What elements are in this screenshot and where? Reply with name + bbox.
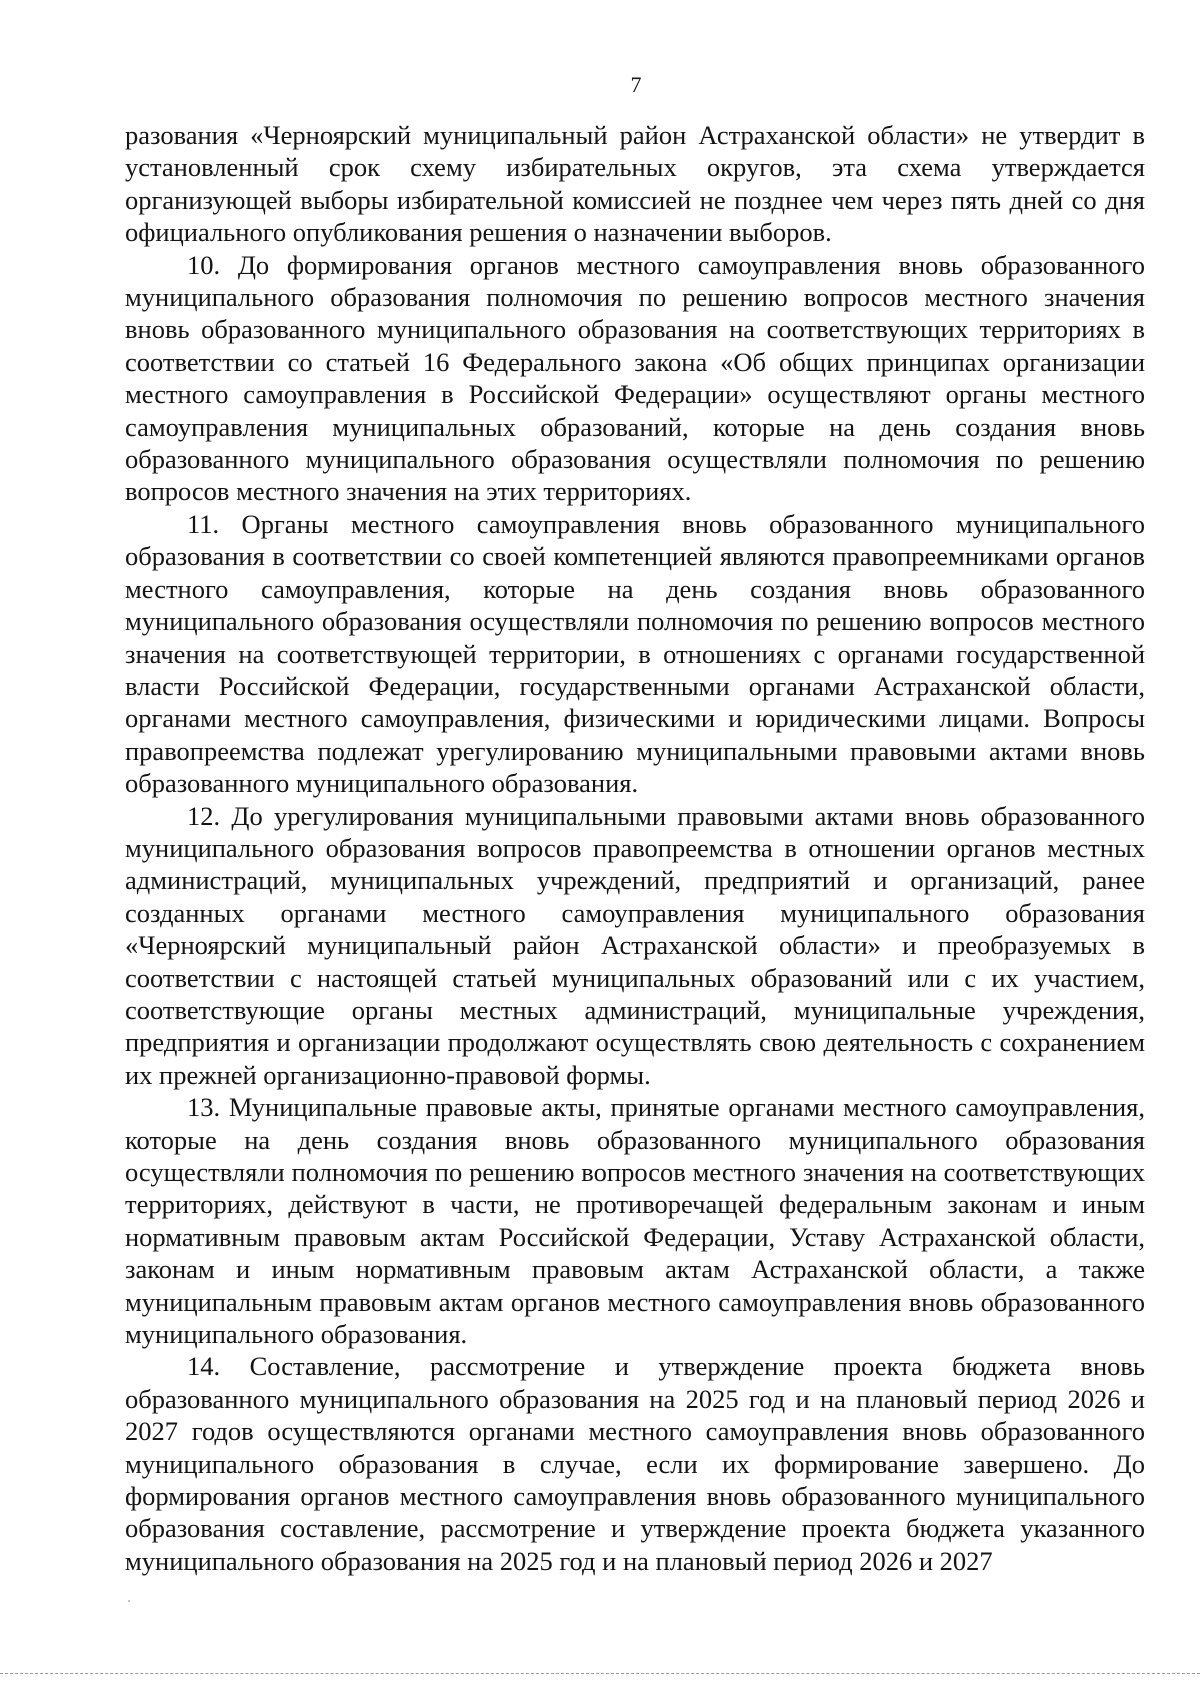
paragraph-continuation: разования «Черноярский муниципальный район Астраханской области» не утвердит в установленный срок схему избирательных округов, эта схема утверждается организующей выборы избирательной комиссией не позднее чем через пять дней со дня официального опубликования решения о назначении выборов. [125,120,1145,248]
paragraph-13: 13. Муниципальные правовые акты, принятые органами местного самоуправления, которые на день создания вновь образованного муниципального образования осуществляли полномочия по решению вопросов местного значения на соответствующих территориях, действуют в части, не противоречащей федеральным законам и иным нормативным правовым актам Российской Федерации, Уставу Астраханской области, законам и иным нормативным правовым актам Астраханской области, а также муниципальным правовым актам органов местного самоуправления вновь образованного муниципального образования. [125,1092,1145,1350]
page-number: 7 [630,72,642,97]
scan-speck [128,1600,130,1602]
document-body [125,119,1145,1577]
paragraph-14: 14. Составление, рассмотрение и утверждение проекта бюджета вновь образованного муниципального образования на 2025 год и на плановый период 2026 и 2027 годов осуществляются органами местного самоуправления вновь образованного муниципального образования в случае, если их формирование завершено. До формирования органов местного самоуправления вновь образованного муниципального образования составление, рассмотрение и утверждение проекта бюджета указанного муниципального образования на 2025 год и на плановый период 2026 и 2027 [125,1351,1145,1576]
paragraph-12: 12. До урегулирования муниципальными правовыми актами вновь образованного муниципального образования вопросов правопреемства в отношении органов местных администраций, муниципальных учреждений, предприятий и организаций, ранее созданных органами местного самоуправления муниципального образования «Черноярский муниципальный район Астраханской области» и преобразуемых в соответствии с настоящей статьей муниципальных образований или с их участием, соответствующие органы местных администраций, муниципальные учреждения, предприятия и организации продолжают осуществлять свою деятельность с сохранением их прежней организационно-правовой формы. [125,800,1145,1090]
paragraph-10: 10. До формирования органов местного самоуправления вновь образованного муниципального образования полномочия по решению вопросов местного значения вновь образованного муниципального образования на соответствующих территориях в соответствии со статьей 16 Федерального закона «Об общих принципах организации местного самоуправления в Российской Федерации» осуществляют органы местного самоуправления муниципальных образований, которые на день создания вновь образованного муниципального образования осуществляли полномочия по решению вопросов местного значения на этих территориях. [125,249,1145,507]
page-bottom-edge [0,1673,1200,1674]
paragraph-11: 11. Органы местного самоуправления вновь образованного муниципального образования в соответствии со своей компетенцией являются правопреемниками органов местного самоуправления, которые на день создания вновь образованного муниципального образования осуществляли полномочия по решению вопросов местного значения на соответствующей территории, в отношениях с органами государственной власти Российской Федерации, государственными органами Астраханской области, органами местного самоуправления, физическими и юридическими лицами. Вопросы правопреемства подлежат урегулированию муниципальными правовыми актами вновь образованного муниципального образования. [125,508,1145,799]
